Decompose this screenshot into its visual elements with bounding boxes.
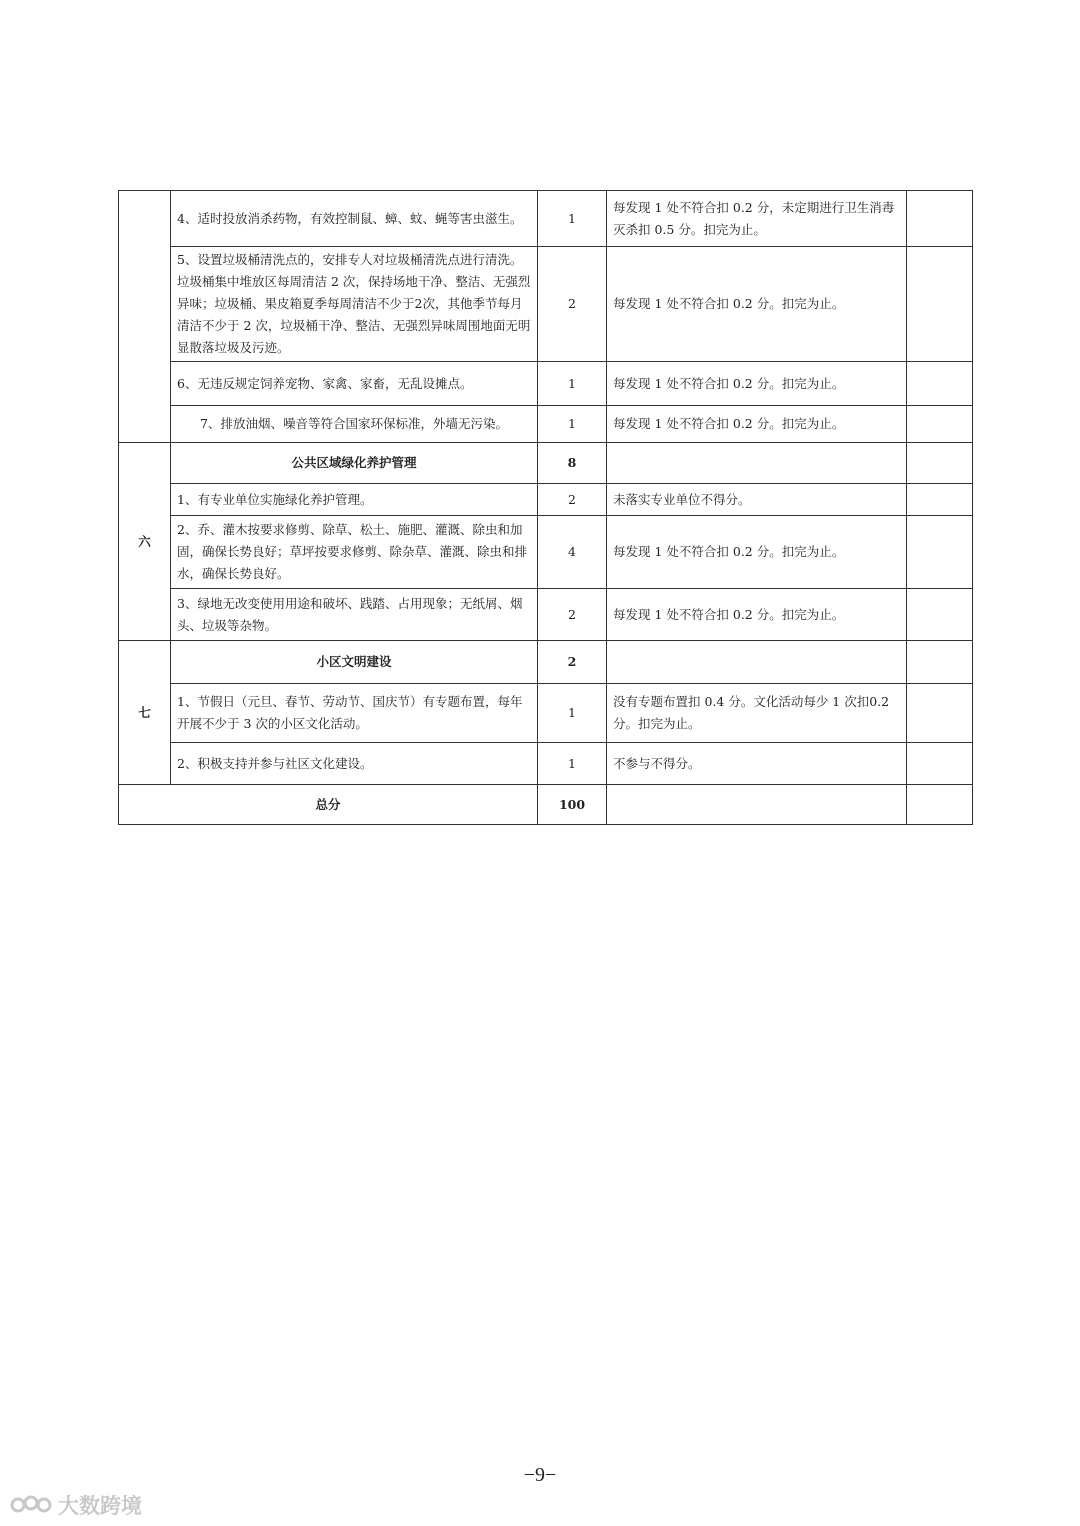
item-content: 4、适时投放消杀药物，有效控制鼠、蟑、蚊、蝇等害虫滋生。 [171, 191, 538, 247]
item-content: 1、有专业单位实施绿化养护管理。 [171, 484, 538, 516]
remark-cell [907, 406, 973, 443]
item-rule: 每发现 1 处不符合扣 0.2 分。扣完为止。 [607, 406, 907, 443]
remark-cell [907, 247, 973, 362]
item-score: 1 [538, 191, 607, 247]
item-score: 1 [538, 406, 607, 443]
table-row [119, 406, 973, 443]
total-score: 100 [538, 785, 607, 825]
table-row [119, 247, 973, 362]
table-row [119, 362, 973, 406]
remark-cell [907, 589, 973, 641]
section-number-cell [119, 191, 171, 443]
item-rule: 未落实专业单位不得分。 [607, 484, 907, 516]
remark-cell [907, 484, 973, 516]
scoring-table [118, 190, 973, 825]
remark-cell [907, 785, 973, 825]
section-title: 小区文明建设 [171, 641, 538, 684]
table-row [119, 484, 973, 516]
section-number: 七 [119, 641, 171, 785]
item-score: 2 [538, 247, 607, 362]
watermark [10, 1490, 142, 1520]
item-score: 4 [538, 516, 607, 589]
item-content: 2、积极支持并参与社区文化建设。 [171, 743, 538, 785]
brand-logo-icon [10, 1492, 54, 1518]
table-row [119, 516, 973, 589]
item-rule: 每发现 1 处不符合扣 0.2 分。扣完为止。 [607, 362, 907, 406]
item-content: 7、排放油烟、噪音等符合国家环保标准，外墙无污染。 [171, 406, 538, 443]
item-rule [607, 443, 907, 484]
table-row [119, 684, 973, 743]
remark-cell [907, 191, 973, 247]
section-title: 公共区域绿化养护管理 [171, 443, 538, 484]
remark-cell [907, 443, 973, 484]
item-rule: 每发现 1 处不符合扣 0.2 分，未定期进行卫生消毒灭杀扣 0.5 分。扣完为止。 [607, 191, 907, 247]
item-rule: 每发现 1 处不符合扣 0.2 分。扣完为止。 [607, 589, 907, 641]
item-score: 1 [538, 684, 607, 743]
watermark-text: 大数跨境 [58, 1494, 142, 1518]
remark-cell [907, 516, 973, 589]
section-score: 8 [538, 443, 607, 484]
item-content: 5、设置垃圾桶清洗点的，安排专人对垃圾桶清洗点进行清洗。垃圾桶集中堆放区每周清洁 2 次，保持场地干净、整洁、无强烈异味；垃圾桶、果皮箱夏季每周清洁不少于2次，其他季节每月清洁不少于 2 次，垃圾桶干净、整洁、无强烈异味周围地面无明显散落垃圾及污迹。 [171, 247, 538, 362]
table-row [119, 743, 973, 785]
item-score: 2 [538, 484, 607, 516]
total-row [119, 785, 973, 825]
item-rule: 每发现 1 处不符合扣 0.2 分。扣完为止。 [607, 247, 907, 362]
table-row [119, 589, 973, 641]
remark-cell [907, 362, 973, 406]
item-rule: 不参与不得分。 [607, 743, 907, 785]
remark-cell [907, 641, 973, 684]
item-rule [607, 785, 907, 825]
table-row [119, 191, 973, 247]
item-content: 3、绿地无改变使用用途和破坏、践踏、占用现象；无纸屑、烟头、垃圾等杂物。 [171, 589, 538, 641]
remark-cell [907, 743, 973, 785]
item-score: 1 [538, 743, 607, 785]
remark-cell [907, 684, 973, 743]
section-score: 2 [538, 641, 607, 684]
item-content: 2、乔、灌木按要求修剪、除草、松土、施肥、灌溉、除虫和加固，确保长势良好；草坪按要求修剪、除杂草、灌溉、除虫和排水，确保长势良好。 [171, 516, 538, 589]
item-content: 6、无违反规定饲养宠物、家禽、家畜，无乱设摊点。 [171, 362, 538, 406]
item-content: 1、节假日（元旦、春节、劳动节、国庆节）有专题布置，每年开展不少于 3 次的小区文化活动。 [171, 684, 538, 743]
item-rule [607, 641, 907, 684]
item-score: 2 [538, 589, 607, 641]
item-rule: 每发现 1 处不符合扣 0.2 分。扣完为止。 [607, 516, 907, 589]
section-heading-row [119, 443, 973, 484]
item-score: 1 [538, 362, 607, 406]
section-number: 六 [119, 443, 171, 641]
section-heading-row [119, 641, 973, 684]
item-rule: 没有专题布置扣 0.4 分。文化活动每少 1 次扣0.2 分。扣完为止。 [607, 684, 907, 743]
total-label: 总分 [119, 785, 538, 825]
page-number: −9− [523, 1464, 557, 1486]
